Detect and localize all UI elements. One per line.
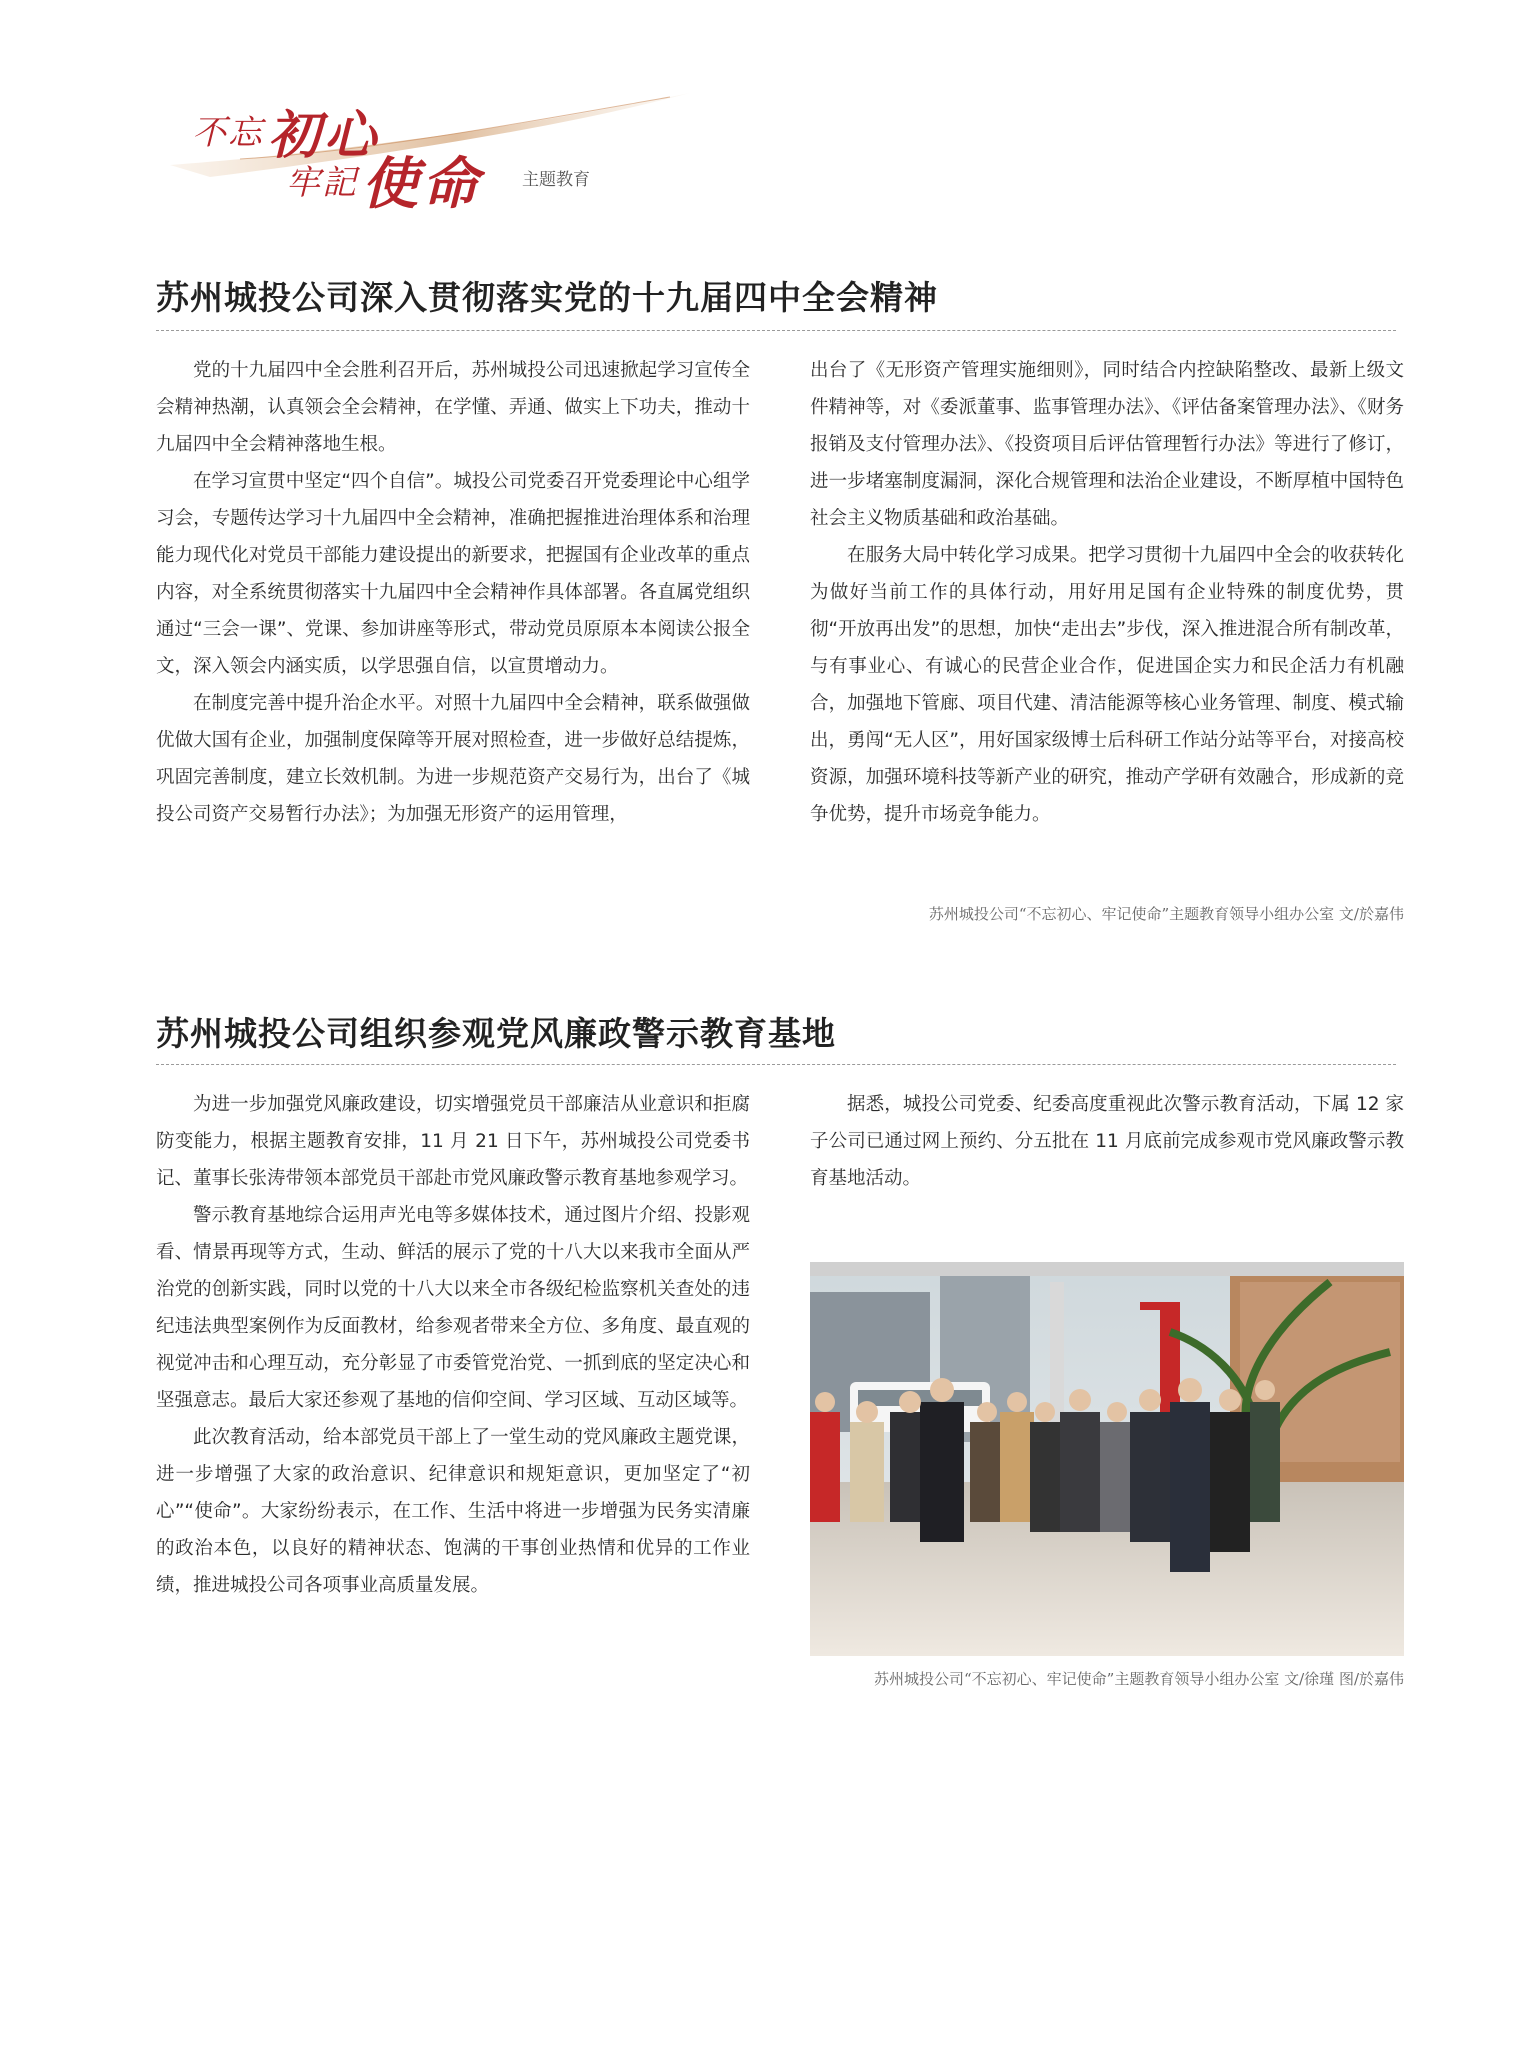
photo-credit: 苏州城投公司“不忘初心、牢记使命”主题教育领导小组办公室 文/徐瑾 图/於嘉伟 (874, 1670, 1404, 1688)
article2-paragraph: 警示教育基地综合运用声光电等多媒体技术，通过图片介绍、投影观看、情景再现等方式，生动、鲜活的展示了党的十八大以来我市全面从严治党的创新实践，同时以党的十八大以来全市各级纪检监察机关查处的违纪违法典型案例作为反面教材，给参观者带来全方位、多角度、最直观的视觉冲击和心理互动，充分彰显了市委管党治党、一抓到底的坚定决心和坚强意志。最后大家还参观了基地的信仰空间、学习区域、互动区域等。 (156, 1205, 750, 1411)
article1-divider (156, 330, 1396, 331)
article1-paragraph: 党的十九届四中全会胜利召开后，苏州城投公司迅速掀起学习宣传全会精神热潮，认真领会全会精神，在学懂、弄通、做实上下功夫，推动十九届四中全会精神落地生根。 (156, 360, 750, 455)
article1-title: 苏州城投公司深入贯彻落实党的十九届四中全会精神 (156, 278, 938, 317)
article2-paragraph: 据悉，城投公司党委、纪委高度重视此次警示教育活动，下属 12 家子公司已通过网上预约、分五批在 11 月底前完成参观市党风廉政警示教育基地活动。 (810, 1094, 1404, 1189)
header-logo (150, 85, 730, 217)
article1-credit: 苏州城投公司“不忘初心、牢记使命”主题教育领导小组办公室 文/於嘉伟 (928, 905, 1404, 923)
article1-paragraph: 在学习宣贯中坚定“四个自信”。城投公司党委召开党委理论中心组学习会，专题传达学习十九届四中全会精神，准确把握推进治理体系和治理能力现代化对党员干部能力建设提出的新要求，把握国有企业改革的重点内容，对全系统贯彻落实十九届四中全会精神作具体部署。各直属党组织通过“三会一课”、党课、参加讲座等形式，带动党员原原本本阅读公报全文，深入领会内涵实质，以学思强自信，以宣贯增动力。 (156, 471, 750, 677)
logo-text-laoji: 牢記 (286, 163, 358, 203)
article1-paragraph: 在服务大局中转化学习成果。把学习贯彻十九届四中全会的收获转化为做好当前工作的具体行动，用好用足国有企业特殊的制度优势，贯彻“开放再出发”的思想，加快“走出去”步伐，深入推进混合所有制改革，与有事业心、有诚心的民营企业合作，促进国企实力和民企活力有机融合，加强地下管廊、项目代建、清洁能源等核心业务管理、制度、模式输出，勇闯“无人区”，用好国家级博士后科研工作站分站等平台，对接高校资源，加强环境科技等新产业的研究，推动产学研有效融合，形成新的竞争优势，提升市场竞争能力。 (810, 545, 1404, 825)
section-label: 主题教育 (522, 170, 590, 190)
group-visit-photo (810, 1262, 1404, 1656)
article1-left-column (156, 352, 750, 833)
logo-text-chuxin: 初心 (268, 105, 381, 166)
logo-text-buwang: 不忘 (192, 113, 264, 153)
article1-right-column (810, 352, 1404, 833)
article2-paragraph: 此次教育活动，给本部党员干部上了一堂生动的党风廉政主题党课，进一步增强了大家的政治意识、纪律意识和规矩意识，更加坚定了“初心”“使命”。大家纷纷表示，在工作、生活中将进一步增强为民务实清廉的政治本色，以良好的精神状态、饱满的干事创业热情和优异的工作业绩，推进城投公司各项事业高质量发展。 (156, 1427, 750, 1596)
article2-right-column (810, 1086, 1404, 1197)
article2-divider (156, 1064, 1396, 1065)
article2-paragraph: 为进一步加强党风廉政建设，切实增强党员干部廉洁从业意识和拒腐防变能力，根据主题教育安排，11 月 21 日下午，苏州城投公司党委书记、董事长张涛带领本部党员干部赴市党风廉政警示教育基地参观学习。 (156, 1094, 750, 1189)
logo-text-shiming: 使命 (362, 151, 482, 217)
article2-title: 苏州城投公司组织参观党风廉政警示教育基地 (156, 1014, 836, 1053)
article1-paragraph: 在制度完善中提升治企水平。对照十九届四中全会精神，联系做强做优做大国有企业，加强制度保障等开展对照检查，进一步做好总结提炼，巩固完善制度，建立长效机制。为进一步规范资产交易行为，出台了《城投公司资产交易暂行办法》；为加强无形资产的运用管理， (156, 693, 750, 825)
article1-paragraph-continued: 出台了《无形资产管理实施细则》，同时结合内控缺陷整改、最新上级文件精神等，对《委派董事、监事管理办法》、《评估备案管理办法》、《财务报销及支付管理办法》、《投资项目后评估管理暂行办法》等进行了修订，进一步堵塞制度漏洞，深化合规管理和法治企业建设，不断厚植中国特色社会主义物质基础和政治基础。 (810, 360, 1404, 529)
article2-left-column (156, 1086, 750, 1604)
